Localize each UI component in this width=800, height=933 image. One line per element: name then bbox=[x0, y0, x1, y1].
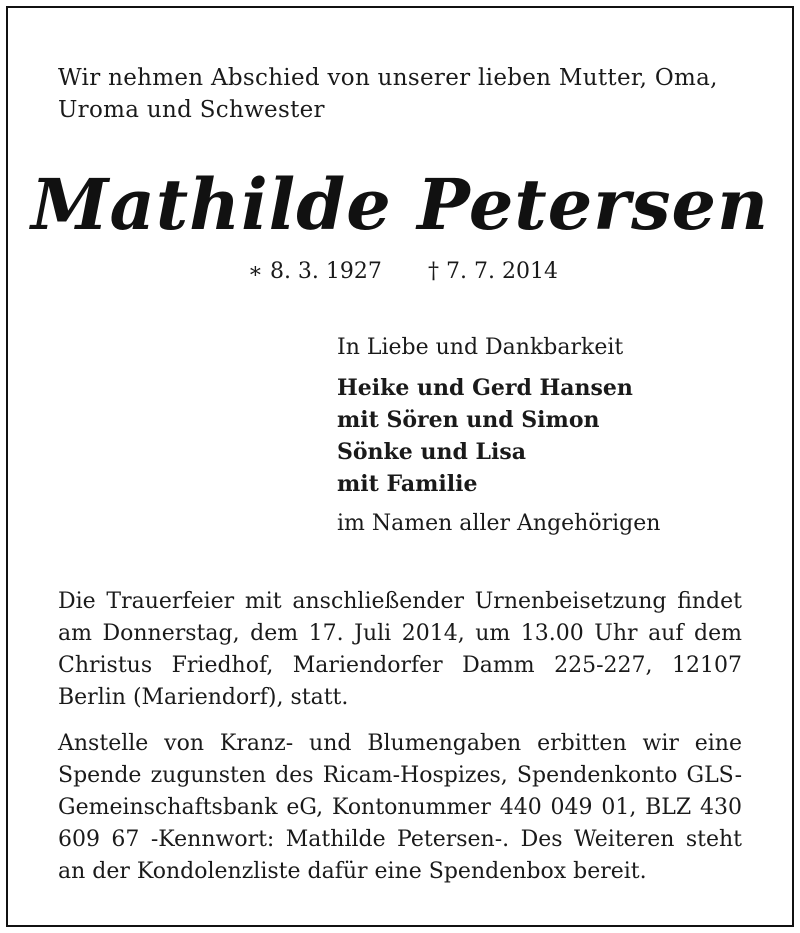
intro-line-2: Uroma und Schwester bbox=[58, 97, 325, 123]
intro-text bbox=[58, 62, 742, 126]
intro-line-1: Wir nehmen Abschied von unserer lieben Mutter, Oma, bbox=[58, 65, 718, 91]
donation-details: Anstelle von Kranz- und Blumengaben erbitten wir eine Spende zugunsten des Ricam-Hospizes, Spendenkonto GLS-Gemeinschaftsbank eG, Kontonummer 440 049 01, BLZ 430 609 67 -Kennwort: Mathilde Petersen-. Des Weiteren steht an der Kondolenzliste dafür eine Spendenbox bereit. bbox=[58, 731, 742, 884]
death-date: † 7. 7. 2014 bbox=[428, 259, 558, 284]
family-name-1: Heike und Gerd Hansen bbox=[337, 375, 633, 401]
family-lead: In Liebe und Dankbarkeit bbox=[337, 335, 624, 360]
family-name-2: mit Sören und Simon bbox=[337, 407, 600, 433]
family-name-3: Sönke und Lisa bbox=[337, 439, 526, 465]
family-name-4: mit Familie bbox=[337, 471, 478, 497]
service-details: Die Trauerfeier mit anschließender Urnenbeisetzung findet am Donnerstag, dem 17. Juli 2014, um 13.00 Uhr auf dem Christus Friedhof, Mariendorfer Damm 225-227, 12107 Berlin (Mariendorf), statt. bbox=[58, 589, 742, 710]
family-tail: im Namen aller Angehörigen bbox=[337, 511, 661, 536]
deceased-name: Mathilde Petersen bbox=[31, 163, 769, 246]
family-signature bbox=[337, 332, 757, 540]
birth-date: ∗ 8. 3. 1927 bbox=[248, 259, 382, 284]
